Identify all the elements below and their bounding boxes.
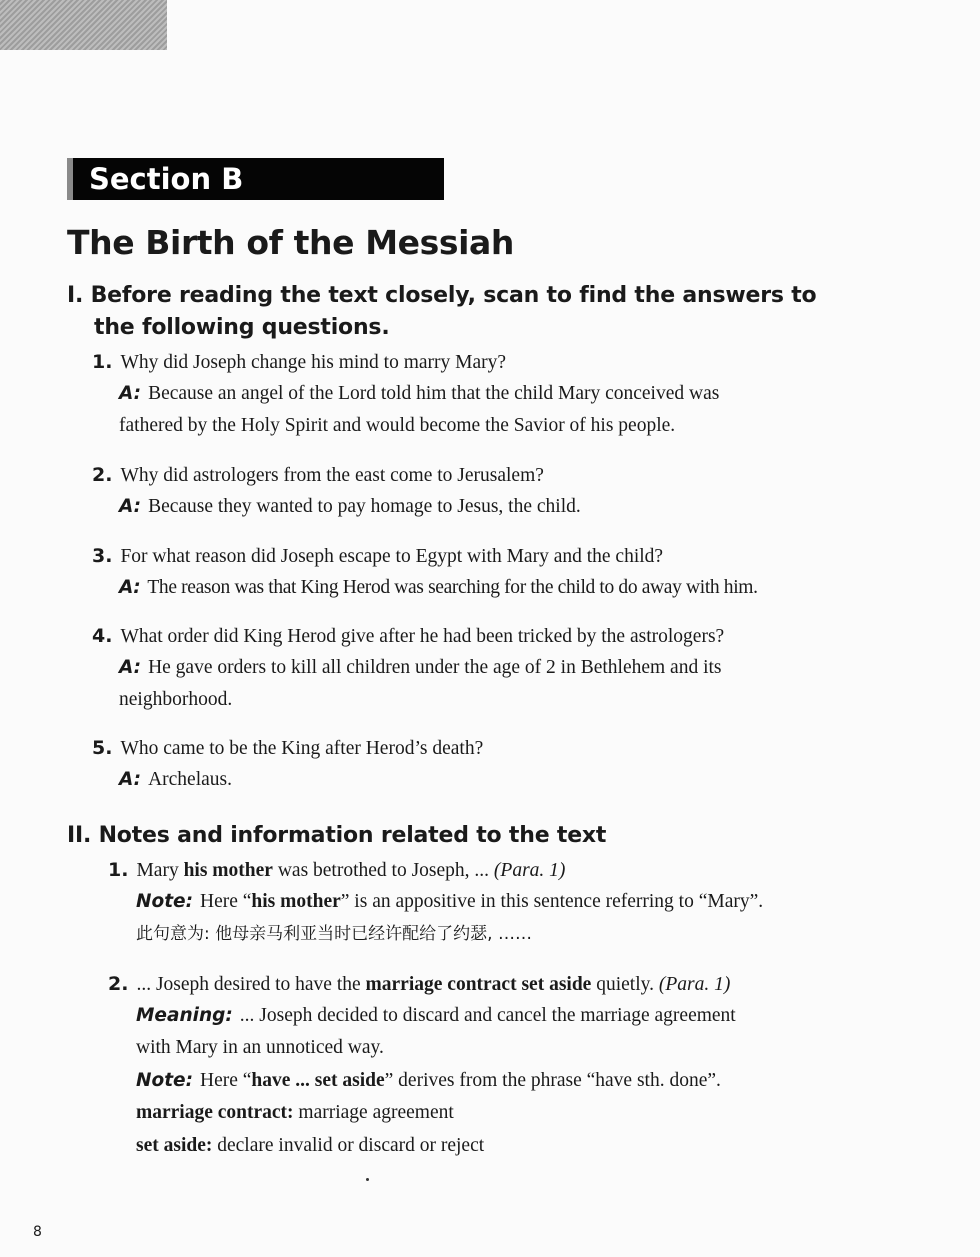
question-text: Who came to be the King after Herod’s death? [120, 738, 484, 759]
part-one-heading-line1: I. Before reading the text closely, scan to find the answers to [67, 283, 817, 308]
corner-tab-decoration [0, 0, 167, 50]
paragraph-reference: (Para. 1) [658, 974, 731, 995]
answer-1-continued: fathered by the Holy Spirit and would become the Savior of his people. [119, 415, 676, 436]
question-2 [92, 459, 544, 492]
question-number: 2. [92, 464, 113, 486]
answer-1 [119, 378, 719, 410]
note-number: 1. [108, 859, 129, 881]
question-5 [92, 732, 483, 765]
note-tag: Note: [136, 891, 193, 912]
answer-3 [119, 572, 758, 604]
answer-tag: A: [119, 769, 142, 790]
answer-text: Archelaus. [148, 769, 232, 790]
term: set aside: [136, 1135, 213, 1156]
question-number: 5. [92, 737, 113, 759]
note-2-quote: 2. ... Joseph desired to have the marriage contract set aside quietly. (Para. 1) [108, 973, 731, 995]
stray-mark [366, 1178, 369, 1181]
answer-tag: A: [119, 577, 141, 598]
question-number: 4. [92, 625, 113, 647]
term: marriage contract: [136, 1102, 294, 1123]
meaning-tag: Meaning: [136, 1005, 233, 1026]
note-1-chinese-translation: 此句意为: 他母亲马利亚当时已经许配给了约瑟, …… [136, 924, 532, 944]
note-2-meaning-continued: with Mary in an unnoticed way. [136, 1037, 384, 1058]
answer-2 [119, 491, 581, 523]
answer-text: He gave orders to kill all children under the age of 2 in Bethlehem and its [148, 657, 722, 678]
question-3 [92, 540, 663, 573]
question-text: Why did astrologers from the east come to Jerusalem? [120, 465, 544, 486]
definition-marriage-contract [136, 1097, 454, 1129]
definition: declare invalid or discard or reject [217, 1135, 485, 1156]
question-text: For what reason did Joseph escape to Egypt with Mary and the child? [120, 546, 664, 567]
paragraph-reference: (Para. 1) [493, 860, 566, 881]
question-4 [92, 620, 724, 653]
answer-tag: A: [119, 496, 142, 517]
answer-tag: A: [119, 383, 142, 404]
answer-4-continued: neighborhood. [119, 689, 233, 710]
quote-emphasis: his mother [183, 860, 273, 881]
question-1 [92, 346, 506, 379]
part-one-heading [67, 280, 867, 344]
answer-5 [119, 764, 232, 796]
part-one-heading-line2: the following questions. [94, 315, 390, 340]
note-2-explanation: Note: Here “have ... set aside” derives from the phrase “have sth. done”. [136, 1070, 721, 1091]
page-number: 8 [33, 1224, 42, 1240]
note-number: 2. [108, 973, 129, 995]
question-number: 1. [92, 351, 113, 373]
answer-4 [119, 652, 722, 684]
section-label: Section B [89, 162, 244, 196]
quote-emphasis: marriage contract set aside [365, 974, 592, 995]
answer-tag: A: [119, 657, 142, 678]
question-text: Why did Joseph change his mind to marry Mary? [120, 352, 507, 373]
answer-text: Because an angel of the Lord told him that the child Mary conceived was [148, 383, 720, 404]
definition: marriage agreement [298, 1102, 454, 1123]
answer-text: Because they wanted to pay homage to Jesus, the child. [148, 496, 581, 517]
definition-set-aside [136, 1130, 484, 1162]
note-2-meaning: Meaning: ... Joseph decided to discard and cancel the marriage agreement [136, 1005, 736, 1026]
question-number: 3. [92, 545, 113, 567]
note-1-explanation: Note: Here “his mother” is an appositive in this sentence referring to “Mary”. [136, 891, 764, 912]
section-banner [67, 158, 444, 200]
answer-text: The reason was that King Herod was searching for the child to do away with him. [147, 577, 758, 598]
note-1-quote: 1. Mary his mother was betrothed to Joseph, ... (Para. 1) [108, 859, 566, 881]
question-text: What order did King Herod give after he had been tricked by the astrologers? [120, 626, 725, 647]
note-tag: Note: [136, 1070, 193, 1091]
page-title: The Birth of the Messiah [67, 223, 515, 262]
part-two-heading: II. Notes and information related to the text [67, 823, 607, 848]
